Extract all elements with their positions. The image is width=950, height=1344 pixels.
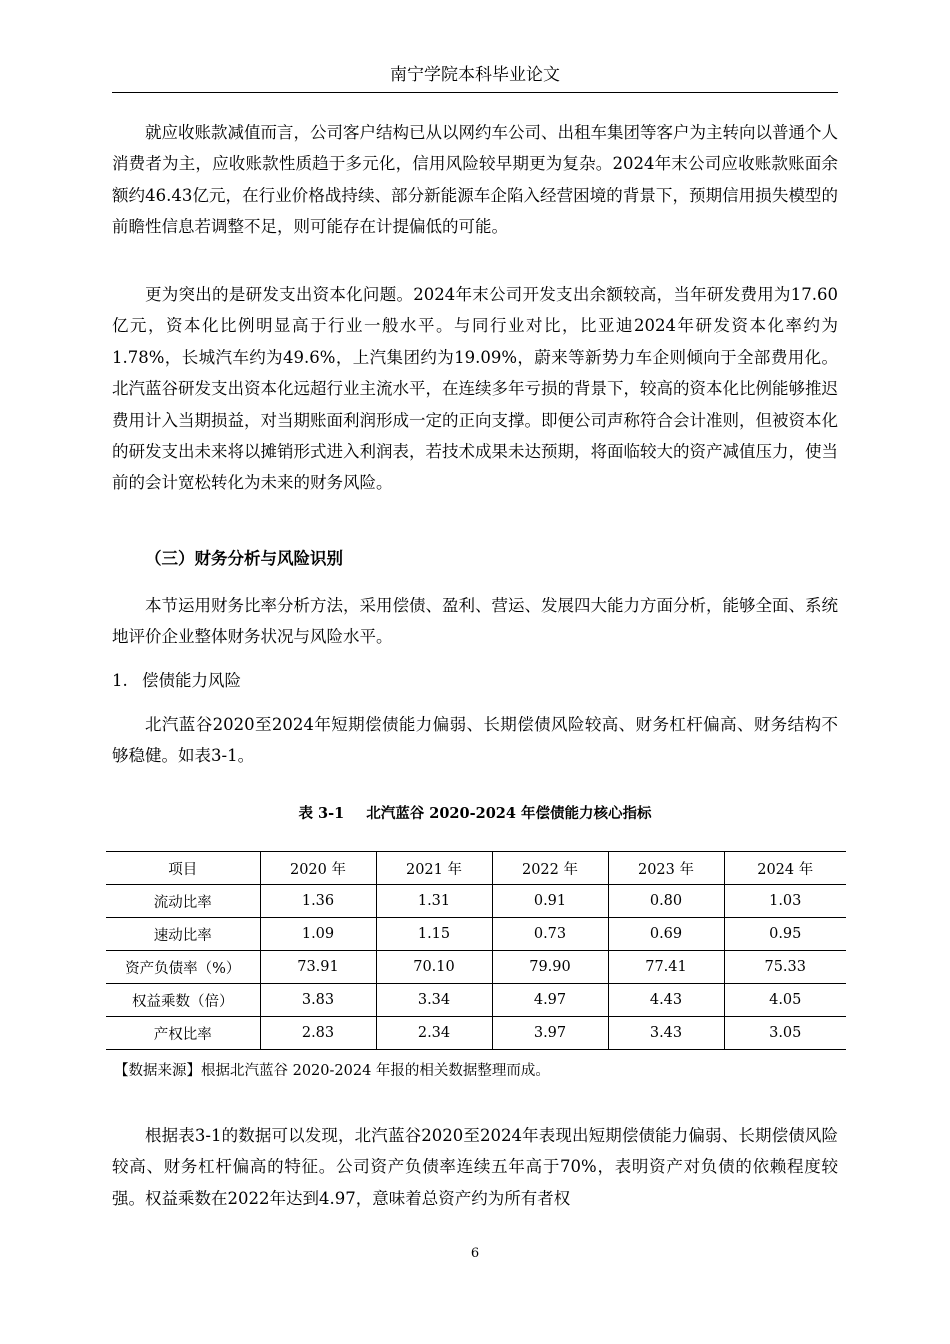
- paragraph-table-analysis: 根据表3-1的数据可以发现，北汽蓝谷2020至2024年表现出短期偿债能力偏弱、长期偿债风险较高、财务杠杆偏高的特征。公司资产负债率连续五年高于70%，表明资产对负债的依赖程度较强。权益乘数在2022年达到4.97，意味着总资产约为所有者权: [112, 1126, 838, 1208]
- table-caption: [112, 801, 838, 827]
- table-cell: 权益乘数（倍）: [132, 993, 234, 1010]
- table-cell: 2.34: [376, 1017, 492, 1050]
- table-cell: 3.83: [260, 984, 376, 1017]
- paragraph-receivables-impairment: 就应收账款减值而言，公司客户结构已从以网约车公司、出租车集团等客户为主转向以普通个人消费者为主，应收账款性质趋于多元化，信用风险较早期更为复杂。2024年末公司应收账款账面余额约46.43亿元，在行业价格战持续、部分新能源车企陷入经营困境的背景下，预期信用损失模型的前瞻性信息若调整不足，则可能存在计提偏低的可能。: [112, 123, 838, 237]
- paragraph-method-intro: 本节运用财务比率分析方法，采用偿债、盈利、营运、发展四大能力方面分析，能够全面、系统地评价企业整体财务状况与风险水平。: [112, 596, 838, 647]
- table-cell: 1.09: [260, 918, 376, 951]
- table-cell: 77.41: [608, 951, 724, 984]
- solvency-table: [106, 851, 846, 1050]
- table-header-cell: 2022 年: [492, 852, 608, 885]
- table-cell: 4.97: [492, 984, 608, 1017]
- page-number: 6: [470, 1246, 480, 1261]
- table-header-cell: 2020 年: [260, 852, 376, 885]
- table-cell: 3.05: [724, 1017, 846, 1050]
- table-caption-text: 北汽蓝谷 2020-2024 年偿债能力核心指标: [366, 805, 652, 822]
- table-cell: 流动比率: [153, 894, 212, 911]
- table-header-cell: 2021 年: [376, 852, 492, 885]
- table-cell: 3.97: [492, 1017, 608, 1050]
- table-cell: 速动比率: [153, 927, 212, 944]
- table-cell: 75.33: [724, 951, 846, 984]
- table-cell: 1.15: [376, 918, 492, 951]
- table-cell: 1.31: [376, 885, 492, 918]
- paragraph-rd-capitalization: 更为突出的是研发支出资本化问题。2024年末公司开发支出余额较高，当年研发费用为17.60亿元，资本化比例明显高于行业一般水平。与同行业对比，比亚迪2024年研发资本化率约为1.78%，长城汽车约为49.6%，上汽集团约为19.09%，蔚来等新势力车企则倾向于全部费用化。北汽蓝谷研发支出资本化远超行业主流水平，在连续多年亏损的背景下，较高的资本化比例能够推迟费用计入当期损益，对当期账面利润形成一定的正向支撑。即便公司声称符合会计准则，但被资本化的研发支出未来将以摊销形式进入利润表，若技术成果未达预期，将面临较大的资产减值压力，使当前的会计宽松转化为未来的财务风险。: [112, 285, 838, 493]
- table-cell: 79.90: [492, 951, 608, 984]
- section-heading: （三）财务分析与风险识别: [145, 549, 343, 568]
- table-caption-number: 表 3-1: [298, 805, 345, 822]
- table-cell: 0.69: [608, 918, 724, 951]
- table-row: [106, 885, 846, 918]
- table-source-note: 【数据来源】根据北汽蓝谷 2020-2024 年报的相关数据整理而成。: [114, 1063, 550, 1079]
- table-cell: 产权比率: [153, 1026, 212, 1043]
- sub-heading: [112, 666, 838, 696]
- table-header-row: [106, 852, 846, 885]
- table-cell: 0.95: [724, 918, 846, 951]
- table-cell: 4.05: [724, 984, 846, 1017]
- sub-heading-number: 1.: [112, 671, 128, 690]
- table-cell: 73.91: [260, 951, 376, 984]
- page-header: 南宁学院本科毕业论文: [112, 62, 838, 93]
- table-cell: 1.36: [260, 885, 376, 918]
- table-header-cell: 项目: [168, 861, 198, 878]
- table-cell: 2.83: [260, 1017, 376, 1050]
- table-cell: 0.73: [492, 918, 608, 951]
- table-cell: 0.91: [492, 885, 608, 918]
- table-cell: 0.80: [608, 885, 724, 918]
- table-cell: 资产负债率（%）: [125, 960, 241, 977]
- table-row: [106, 984, 846, 1017]
- table-row: [106, 951, 846, 984]
- paragraph-solvency-summary: 北汽蓝谷2020至2024年短期偿债能力偏弱、长期偿债风险较高、财务杠杆偏高、财务结构不够稳健。如表3-1。: [112, 715, 838, 766]
- table-cell: 3.43: [608, 1017, 724, 1050]
- table-header-cell: 2024 年: [724, 852, 846, 885]
- table-row: [106, 1017, 846, 1050]
- table-cell: 70.10: [376, 951, 492, 984]
- table-header-cell: 2023 年: [608, 852, 724, 885]
- sub-heading-text: 偿债能力风险: [142, 671, 241, 690]
- table-row: [106, 918, 846, 951]
- table-cell: 3.34: [376, 984, 492, 1017]
- table-cell: 1.03: [724, 885, 846, 918]
- table-cell: 4.43: [608, 984, 724, 1017]
